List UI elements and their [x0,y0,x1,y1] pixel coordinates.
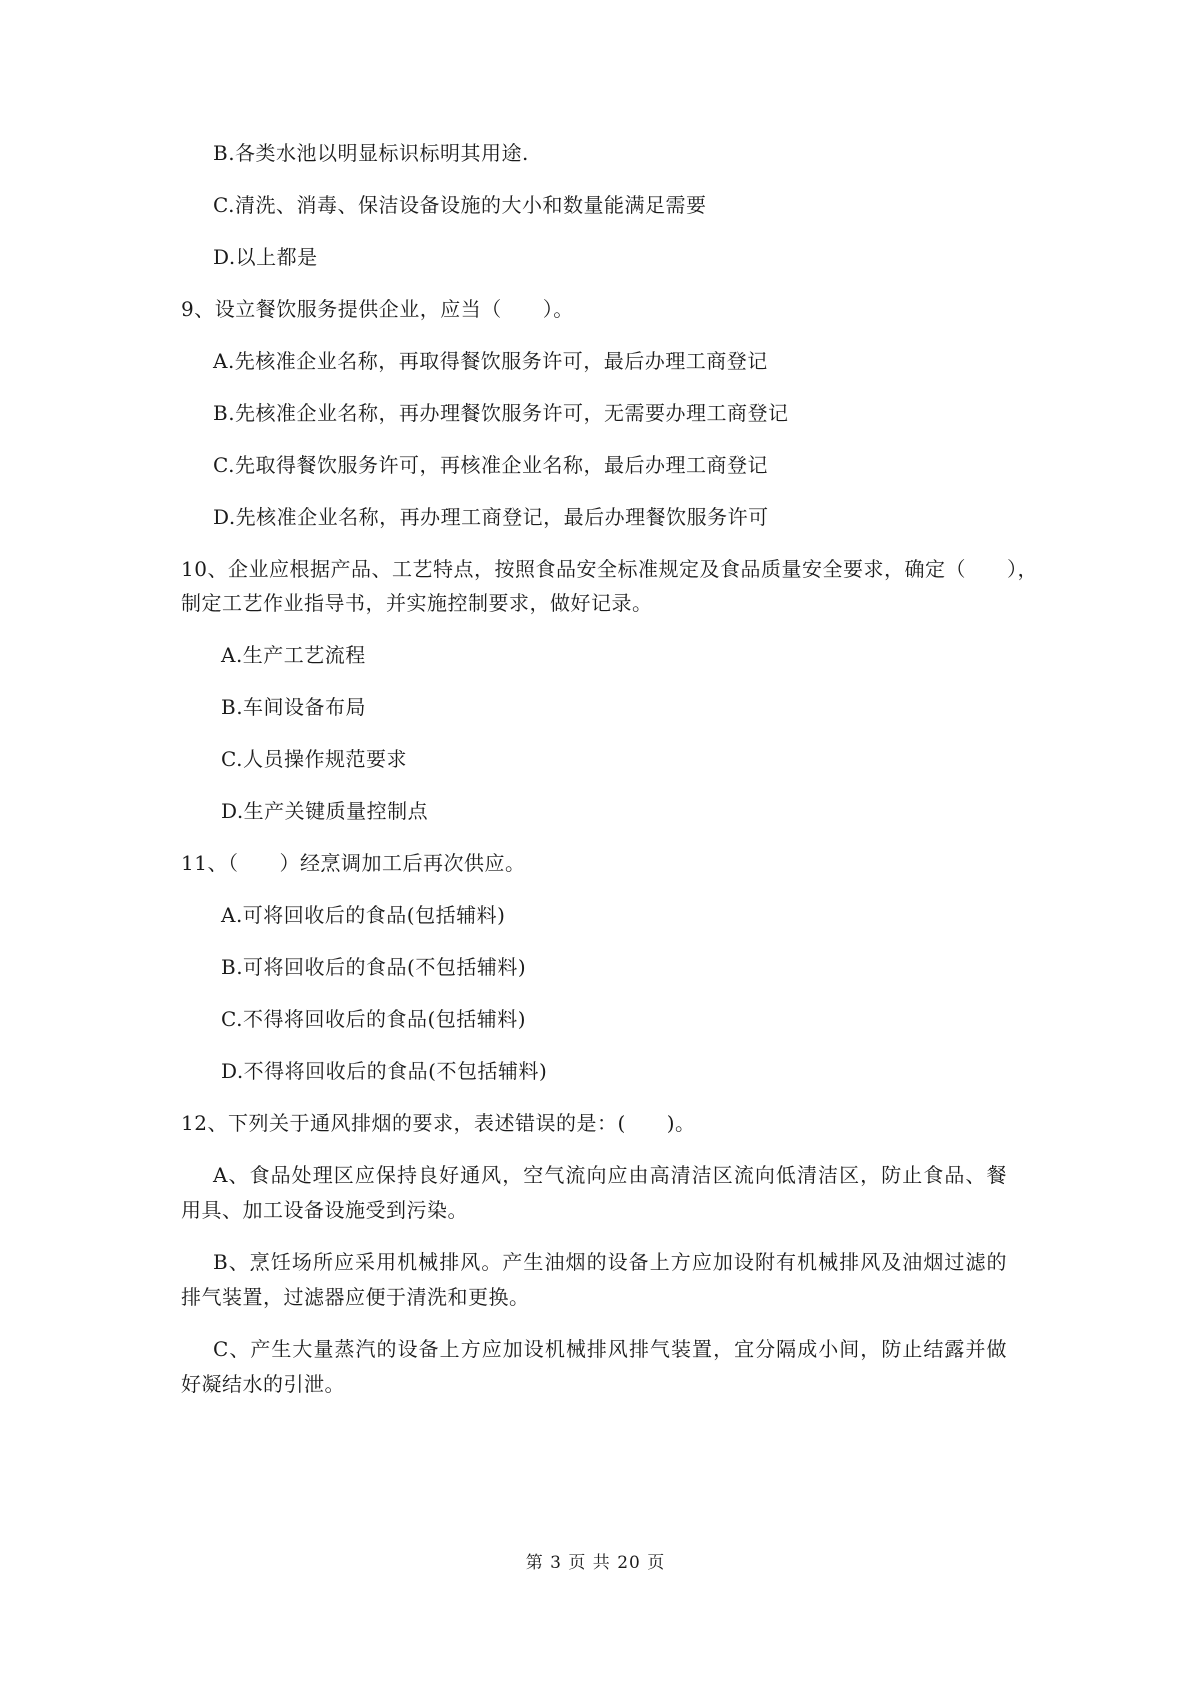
page-footer: 第 3 页 共 20 页 [525,1553,666,1573]
q10-option-b: B.车间设备布局 [221,695,367,719]
q9-option-d: D.先核准企业名称，再办理工商登记，最后办理餐饮服务许可 [213,505,769,529]
q9-option-a: A.先核准企业名称，再取得餐饮服务许可，最后办理工商登记 [213,349,768,373]
q9-option-b: B.先核准企业名称，再办理餐饮服务许可，无需要办理工商登记 [213,401,789,425]
q8-option-d: D.以上都是 [213,245,318,269]
q8-option-b: B.各类水池以明显标识标明其用途. [213,141,529,165]
q12-option-b-line-2: 排气装置，过滤器应便于清洗和更换。 [181,1285,530,1309]
question-11: 11、（ ）经烹调加工后再次供应。 [181,851,526,875]
q11-option-d: D.不得将回收后的食品(不包括辅料) [221,1059,548,1083]
q11-option-c: C.不得将回收后的食品(包括辅料) [221,1007,527,1031]
q12-option-a-line-2: 用具、加工设备设施受到污染。 [181,1198,468,1222]
q10-option-a: A.生产工艺流程 [221,643,366,667]
question-9: 9、设立餐饮服务提供企业，应当（ ）。 [181,297,574,321]
q10-option-c: C.人员操作规范要求 [221,747,407,771]
question-10-line-2: 制定工艺作业指导书，并实施控制要求，做好记录。 [181,591,653,615]
q12-option-a-line-1: A、食品处理区应保持良好通风，空气流向应由高清洁区流向低清洁区，防止食品、餐 [213,1163,1007,1187]
q8-option-c: C.清洗、消毒、保洁设备设施的大小和数量能满足需要 [213,193,707,217]
q12-option-c-line-2: 好凝结水的引泄。 [181,1372,345,1396]
question-12: 12、下列关于通风排烟的要求，表述错误的是：( )。 [181,1111,696,1135]
q12-option-b-line-1: B、烹饪场所应采用机械排风。产生油烟的设备上方应加设附有机械排风及油烟过滤的 [213,1250,1007,1274]
q10-option-d: D.生产关键质量控制点 [221,799,429,823]
question-10-line-1: 10、企业应根据产品、工艺特点，按照食品安全标准规定及食品质量安全要求，确定（ ）， [181,557,1038,581]
q9-option-c: C.先取得餐饮服务许可，再核准企业名称，最后办理工商登记 [213,453,768,477]
q12-option-c-line-1: C、产生大量蒸汽的设备上方应加设机械排风排气装置，宜分隔成小间，防止结露并做 [213,1337,1007,1361]
q11-option-a: A.可将回收后的食品(包括辅料) [221,903,506,927]
q11-option-b: B.可将回收后的食品(不包括辅料) [221,955,527,979]
